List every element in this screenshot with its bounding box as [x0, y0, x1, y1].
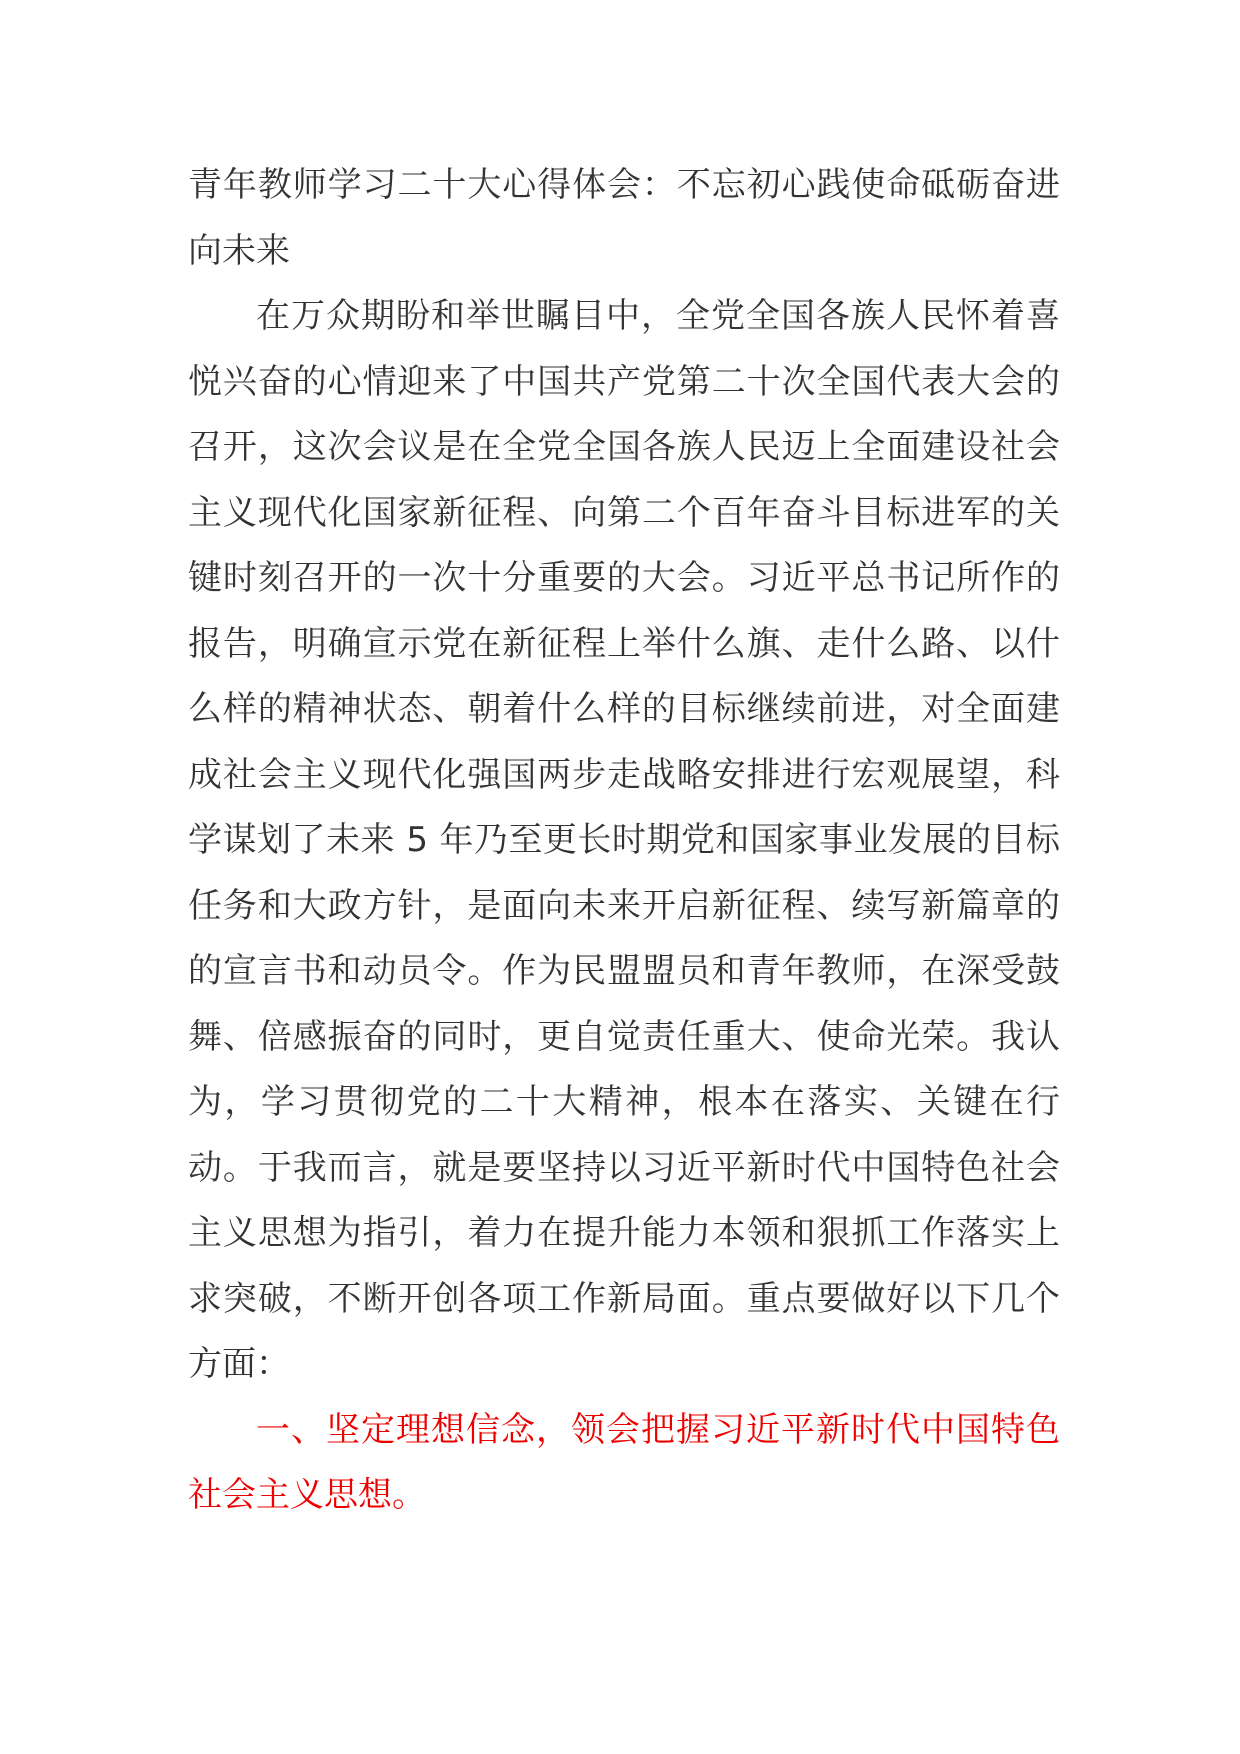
section-heading: 一、坚定理想信念，领会把握习近平新时代中国特色社会主义思想。 [188, 1409, 1060, 1515]
document-page [188, 153, 1060, 1529]
body-paragraph: 在万众期盼和举世瞩目中，全党全国各族人民怀着喜悦兴奋的心情迎来了中国共产党第二十次全国代表大会的召开，这次会议是在全党全国各族人民迈上全面建设社会主义现代化国家新征程、向第二个百年奋斗目标进军的关键时刻召开的一次十分重要的大会。习近平总书记所作的报告，明确宣示党在新征程上举什么旗、走什么路、以什么样的精神状态、朝着什么样的目标继续前进，对全面建成社会主义现代化强国两步走战略安排进行宏观展望，科学谋划了未来 5 年乃至更长时期党和国家事业发展的目标任务和大政方针，是面向未来开启新征程、续写新篇章的的宣言书和动员令。作为民盟盟员和青年教师，在深受鼓舞、倍感振奋的同时，更自觉责任重大、使命光荣。我认为，学习贯彻党的二十大精神，根本在落实、关键在行动。于我而言，就是要坚持以习近平新时代中国特色社会主义思想为指引，着力在提升能力本领和狠抓工作落实上求突破，不断开创各项工作新局面。重点要做好以下几个方面： [188, 296, 1060, 1384]
document-title: 青年教师学习二十大心得体会：不忘初心践使命砥砺奋进向未来 [188, 165, 1060, 271]
